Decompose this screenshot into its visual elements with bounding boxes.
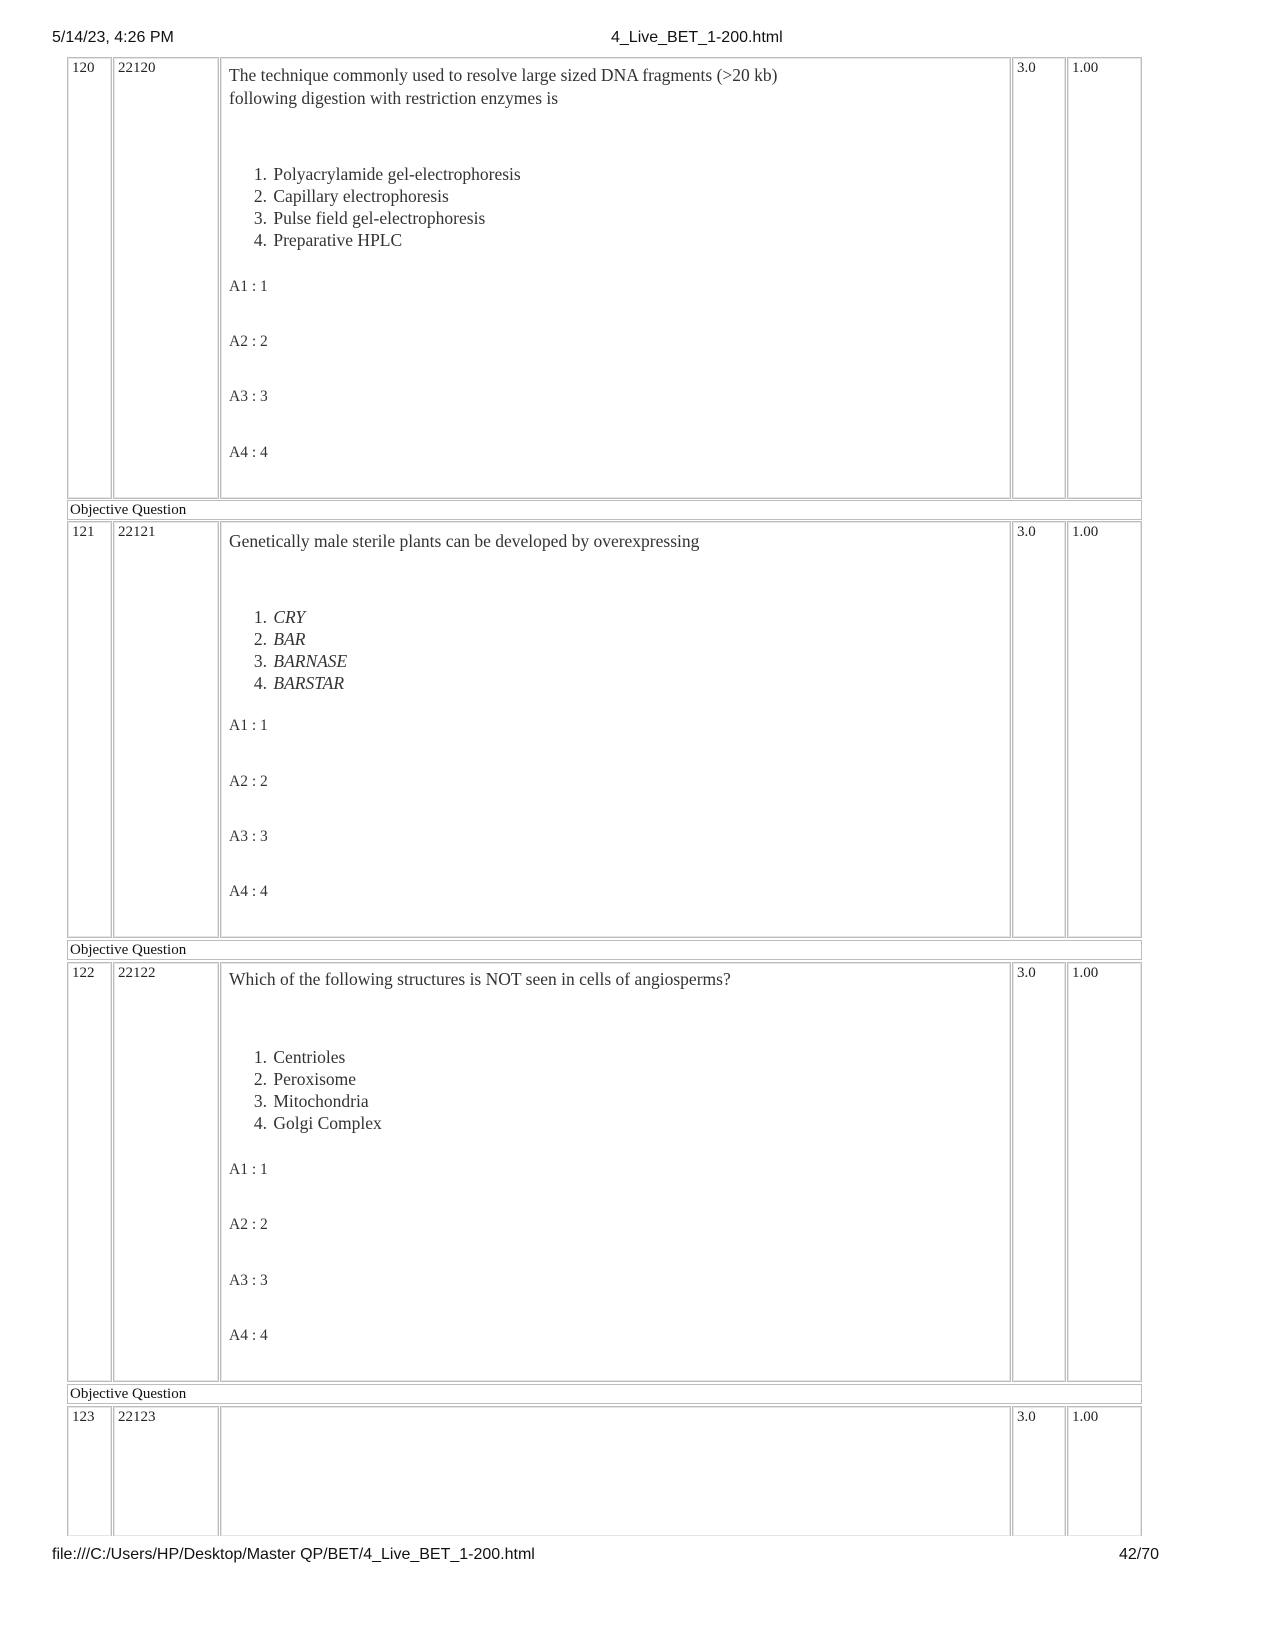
- answer-4: A4 : 4: [229, 1327, 268, 1344]
- answer-1: A1 : 1: [229, 717, 268, 734]
- print-file-path: file:///C:/Users/HP/Desktop/Master QP/BET/4_Live_BET_1-200.html: [52, 1546, 535, 1563]
- options-list: [249, 163, 521, 251]
- question-id-cell: [113, 1406, 219, 1536]
- answer-3: A3 : 3: [229, 1272, 268, 1289]
- serial-number: 122: [72, 965, 95, 981]
- print-page-number: 42/70: [1119, 1546, 1160, 1563]
- marks-value: 3.0: [1017, 524, 1036, 540]
- answer-2: A2 : 2: [229, 333, 268, 350]
- answer-2: A2 : 2: [229, 773, 268, 790]
- option-item: 2. Capillary electrophoresis: [253, 186, 449, 206]
- answer-4: A4 : 4: [229, 444, 268, 461]
- negative-marks-value: 1.00: [1072, 1409, 1099, 1425]
- marks-value: 3.0: [1017, 1409, 1036, 1425]
- question-body-cell: [220, 1406, 1011, 1536]
- negative-marks-cell: [1067, 57, 1142, 499]
- section-label: Objective Question: [67, 940, 1142, 960]
- option-item: 3. Pulse field gel-electrophoresis: [253, 208, 486, 228]
- negative-marks-cell: [1067, 1406, 1142, 1536]
- option-item: 2. BAR: [253, 629, 306, 649]
- print-datetime: 5/14/23, 4:26 PM: [52, 29, 174, 46]
- option-item: 4. Golgi Complex: [253, 1113, 382, 1133]
- option-item: 1. CRY: [253, 607, 306, 627]
- options-list: [249, 606, 347, 694]
- question-id: 22121: [118, 524, 156, 540]
- question-id: 22122: [118, 965, 156, 981]
- answer-3: A3 : 3: [229, 828, 268, 845]
- question-body-cell: [220, 57, 1011, 499]
- question-body-cell: [220, 962, 1011, 1382]
- section-label: Objective Question: [67, 1384, 1142, 1404]
- options-list: [249, 1046, 382, 1134]
- question-id: 22123: [118, 1409, 156, 1425]
- marks-value: 3.0: [1017, 965, 1036, 981]
- marks-cell: [1012, 57, 1066, 499]
- option-item: 3. Mitochondria: [253, 1091, 369, 1111]
- negative-marks-value: 1.00: [1072, 60, 1099, 76]
- answer-1: A1 : 1: [229, 278, 268, 295]
- marks-cell: [1012, 1406, 1066, 1536]
- marks-cell: [1012, 521, 1066, 938]
- serial-cell: [67, 57, 112, 499]
- serial-number: 120: [72, 60, 95, 76]
- answer-3: A3 : 3: [229, 388, 268, 405]
- print-doc-title: 4_Live_BET_1-200.html: [611, 29, 783, 46]
- option-item: 2. Peroxisome: [253, 1069, 357, 1089]
- answer-4: A4 : 4: [229, 883, 268, 900]
- question-text: The technique commonly used to resolve large sized DNA fragments (>20 kb) following digestion with restriction enzymes is: [229, 65, 778, 108]
- section-label: Objective Question: [67, 500, 1142, 520]
- answer-1: A1 : 1: [229, 1161, 268, 1178]
- serial-number: 123: [72, 1409, 95, 1425]
- option-item: 3. BARNASE: [253, 651, 348, 671]
- question-text: Which of the following structures is NOT seen in cells of angiosperms?: [229, 969, 731, 989]
- question-id-cell: [113, 521, 219, 938]
- option-item: 1. Polyacrylamide gel-electrophoresis: [253, 164, 521, 184]
- question-body-cell: [220, 521, 1011, 938]
- marks-value: 3.0: [1017, 60, 1036, 76]
- negative-marks-cell: [1067, 521, 1142, 938]
- serial-number: 121: [72, 524, 95, 540]
- answer-2: A2 : 2: [229, 1216, 268, 1233]
- negative-marks-cell: [1067, 962, 1142, 1382]
- question-id: 22120: [118, 60, 156, 76]
- marks-cell: [1012, 962, 1066, 1382]
- question-id-cell: [113, 962, 219, 1382]
- question-text: Genetically male sterile plants can be developed by overexpressing: [229, 531, 700, 551]
- question-id-cell: [113, 57, 219, 499]
- negative-marks-value: 1.00: [1072, 524, 1099, 540]
- serial-cell: [67, 1406, 112, 1536]
- serial-cell: [67, 962, 112, 1382]
- option-item: 4. Preparative HPLC: [253, 230, 403, 250]
- serial-cell: [67, 521, 112, 938]
- option-item: 1. Centrioles: [253, 1047, 346, 1067]
- negative-marks-value: 1.00: [1072, 965, 1099, 981]
- option-item: 4. BARSTAR: [253, 673, 345, 693]
